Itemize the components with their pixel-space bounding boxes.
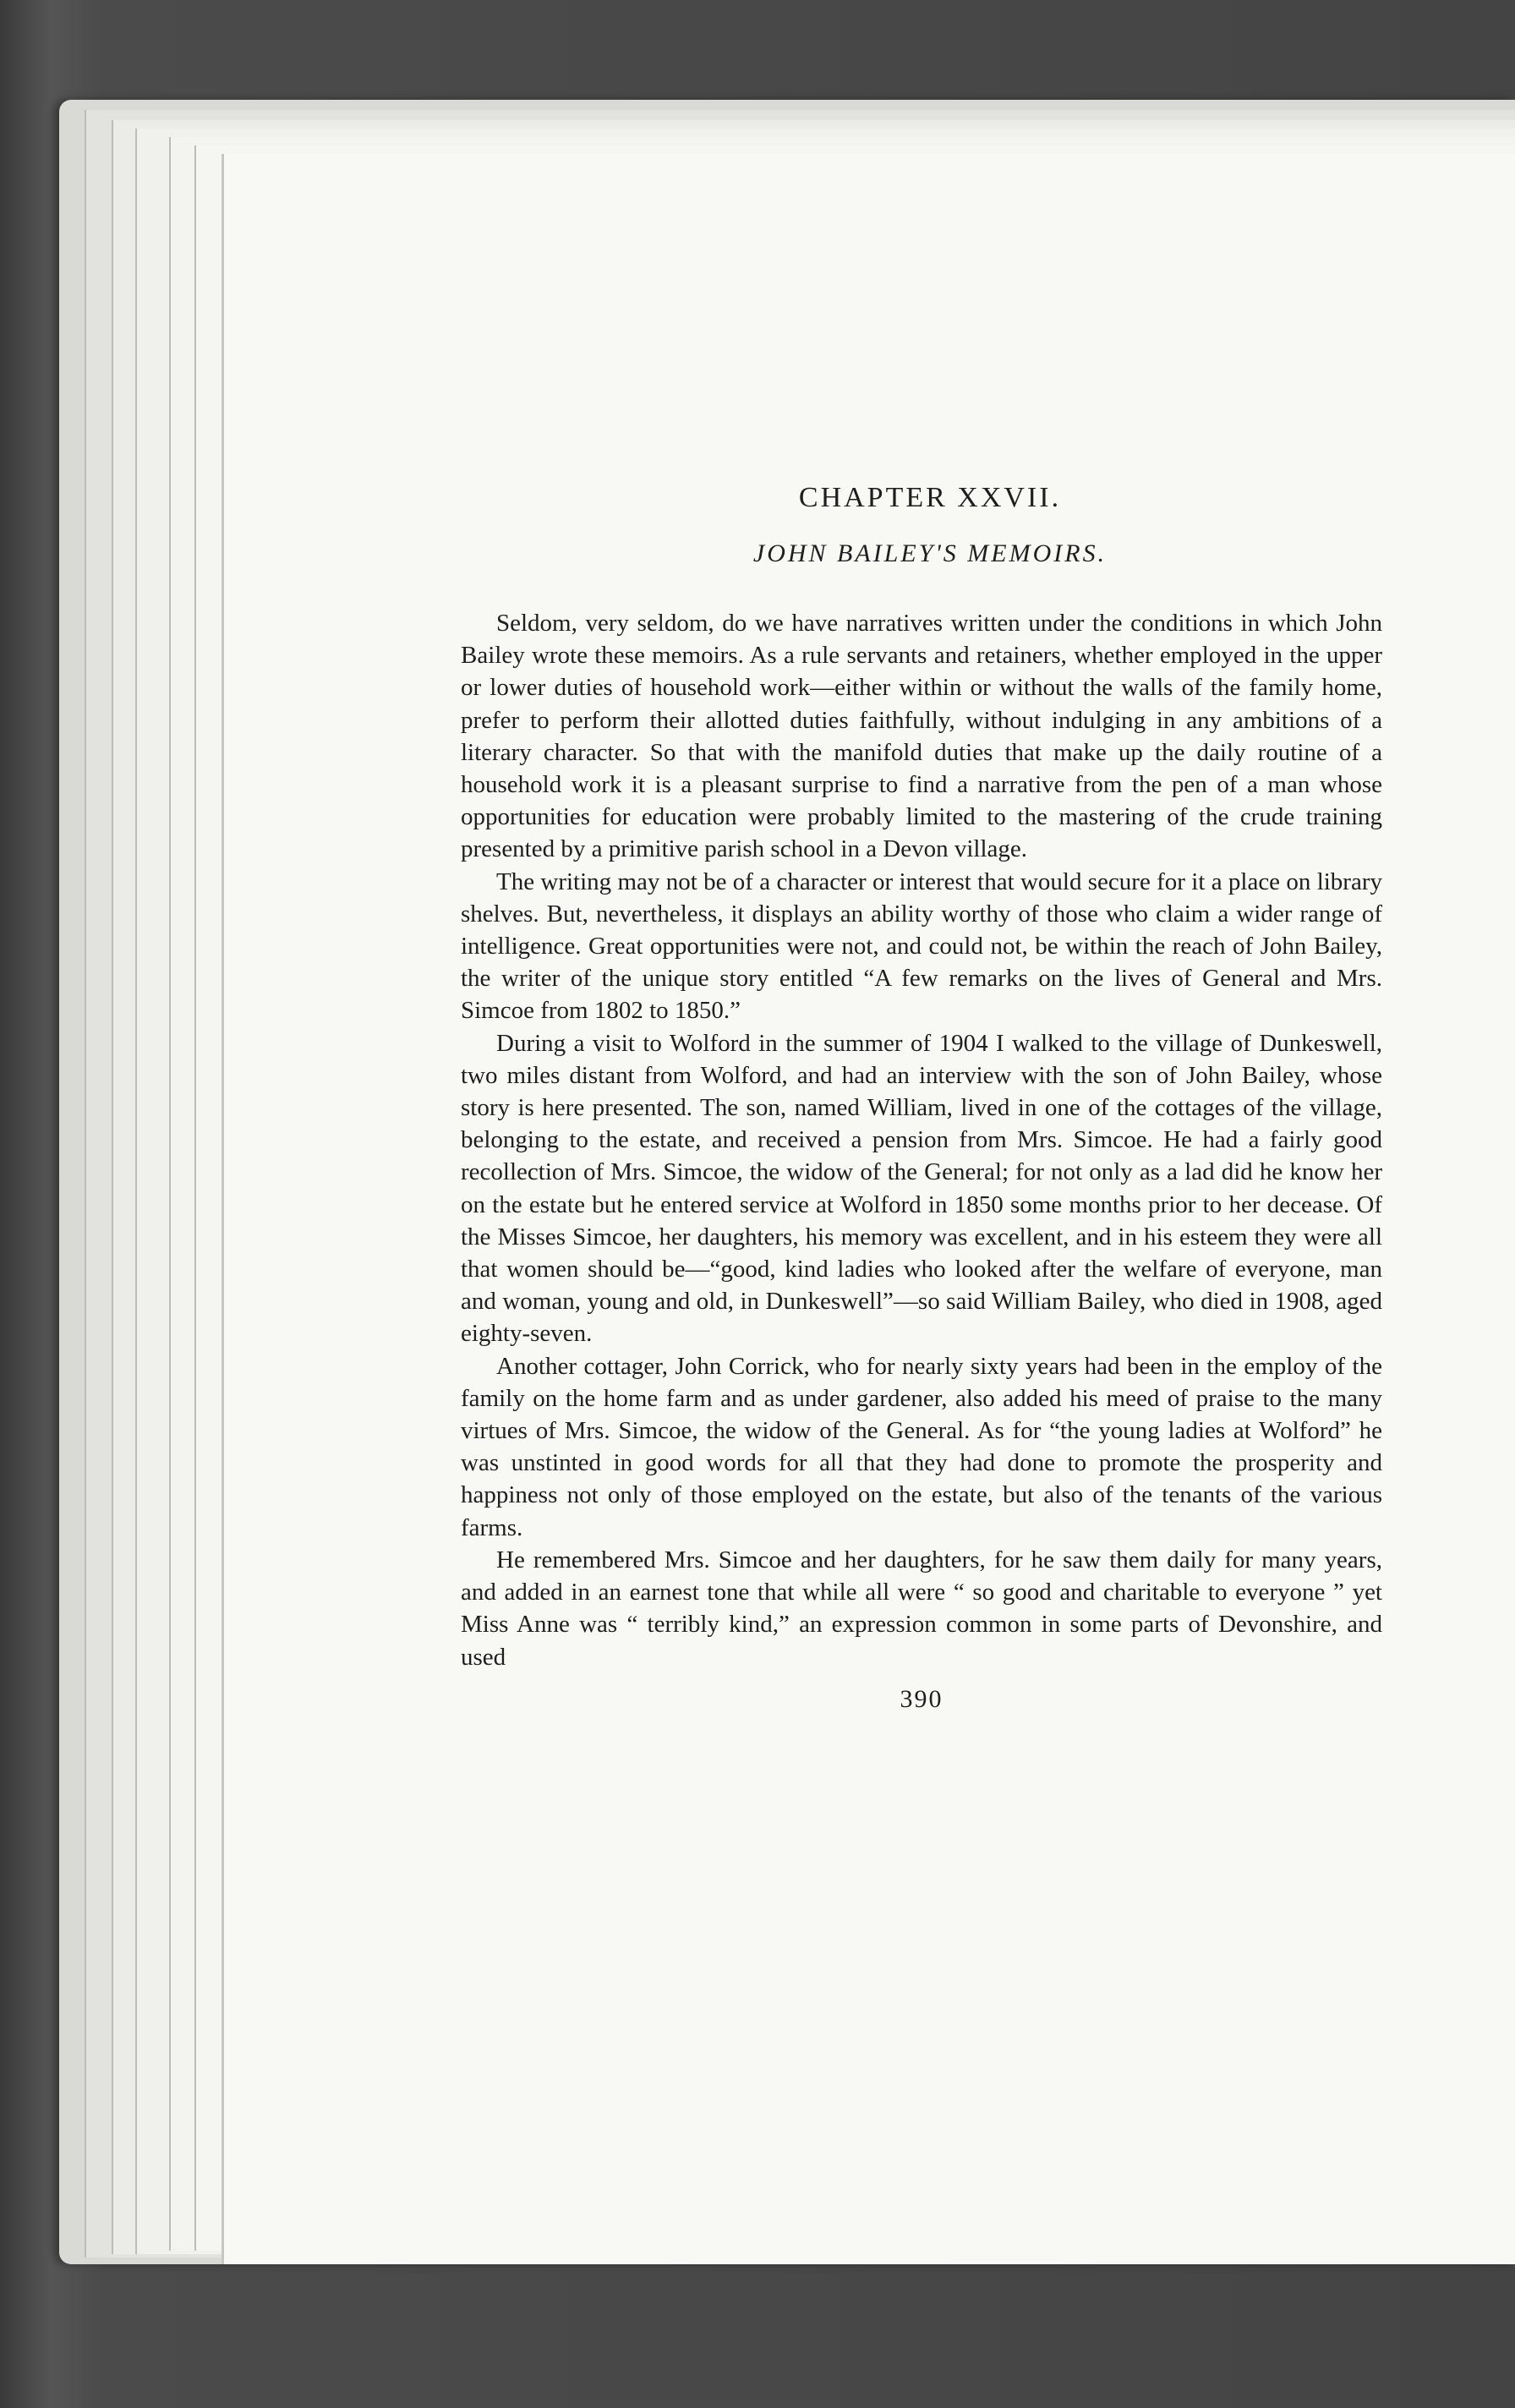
chapter-subtitle: JOHN BAILEY'S MEMOIRS. — [752, 539, 1108, 567]
page-number: 390 — [900, 1684, 943, 1713]
chapter-heading: CHAPTER XXVII. — [798, 482, 1062, 513]
paragraph-2: The writing may not be of a character or interest that would secure for it a place on library shelves. But, nevertheless, it displays an ability worthy of those who claim a wider range of intelligence. Great opportunities were not, and could not, be within the reach of John Bailey, the writer of the unique story entitled “A few remarks on the lives of General and Mrs. Simcoe from 1802 to 1850.” — [461, 867, 1382, 1025]
paragraph-1: Seldom, very seldom, do we have narratives written under the conditions in which John Bailey wrote these memoirs. As a rule servants and retainers, whether employed in the upper or lower duties of household work—either within or without the walls of the family home, prefer to perform their allotted duties faithfully, without indulging in any ambitions of a literary character. So that with the manifold duties that make up the daily routine of a household work it is a pleasant surprise to find a narrative from the pen of a man whose opportunities for education were probably limited to the mastering of the crude training presented by a primitive parish school in a Devon village. — [461, 610, 1382, 863]
paragraph-3: During a visit to Wolford in the summer of 1904 I walked to the village of Dunkeswell, two miles distant from Wolford, and had an interview with the son of John Bailey, whose story is here presented. The son, named William, lived in one of the cottages of the village, belonging to the estate, and received a pension from Mrs. Simcoe. He had a fairly good recollection of Mrs. Simcoe, the widow of the General; for not only as a lad did he know her on the estate but he entered service at Wolford in 1850 some months prior to her decease. Of the Misses Simcoe, her daughters, his memory was excellent, and in his esteem they were all that women should be—“good, kind ladies who looked after the welfare of everyone, man and woman, young and old, in Dunkeswell”—so said William Bailey, who died in 1908, aged eighty-seven. — [461, 1029, 1382, 1348]
page-text-block — [461, 482, 1382, 1714]
paragraph-4: Another cottager, John Corrick, who for nearly sixty years had been in the employ of the family on the home farm and as under gardener, also added his meed of praise to the many virtues of Mrs. Simcoe, the widow of the General. As for “the young ladies at Wolford” he was unstinted in good words for all that they had done to promote the prosperity and happiness not only of those employed on the estate, but also of the tenants of the various farms. — [461, 1352, 1382, 1541]
paragraph-5: He remembered Mrs. Simcoe and her daughters, for he saw them daily for many years, and added in an earnest tone that while all were “ so good and charitable to everyone ” yet Miss Anne was “ terribly kind,” an expression common in some parts of Devonshire, and used — [461, 1546, 1382, 1671]
